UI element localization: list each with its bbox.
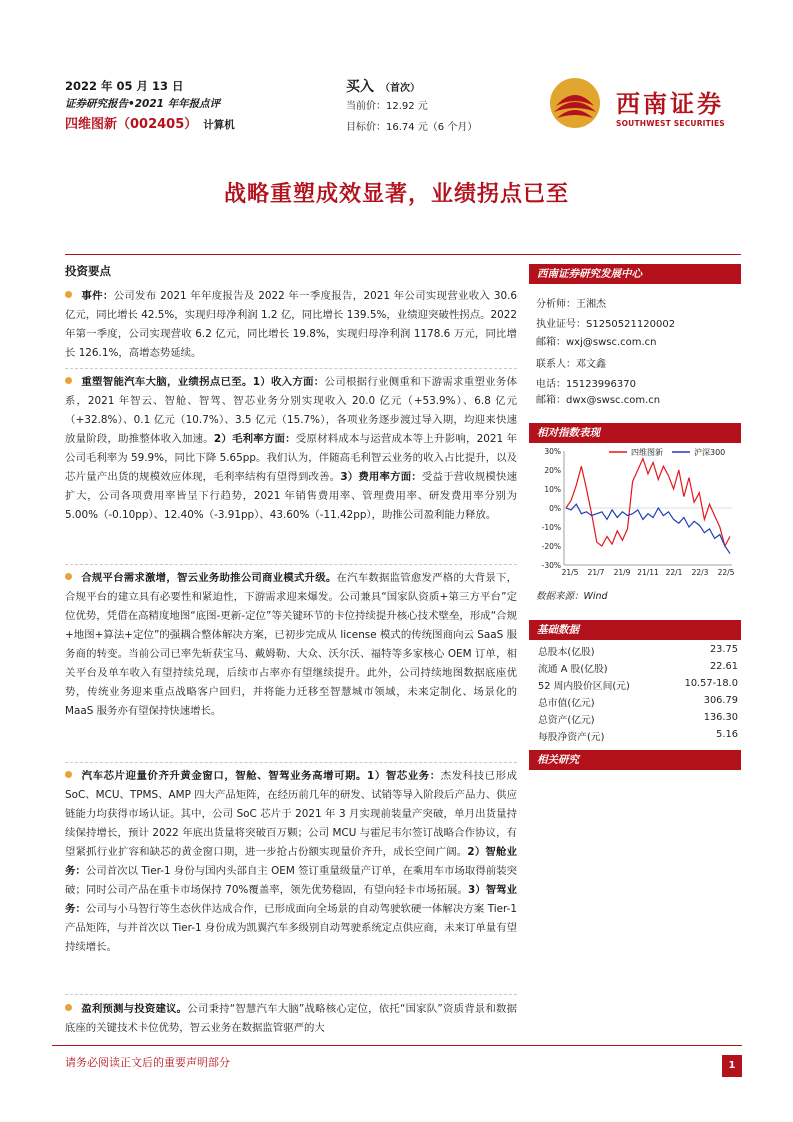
target-price: 目标价：16.74 元（6 个月） <box>346 122 478 133</box>
y-tick-label: -10% <box>541 523 561 532</box>
basic-data-row: 52 周内股价区间(元) 10.57-18.0 <box>538 678 738 692</box>
analyst-license: 执业证号：S1250521120002 <box>536 319 676 330</box>
basic-data-row: 总市值(亿元) 306.79 <box>538 695 738 709</box>
contact-phone: 电话：15123996370 <box>536 379 636 390</box>
bullet-icon <box>65 1004 72 1011</box>
x-tick-label: 22/3 <box>691 568 709 577</box>
x-tick-label: 22/1 <box>665 568 683 577</box>
basic-data-row: 总资产(亿元) 136.30 <box>538 712 738 726</box>
analyst-name: 分析师：王湘杰 <box>536 299 606 310</box>
y-tick-label: -20% <box>541 542 561 551</box>
basic-data-row: 流通 A 股(亿股) 22.61 <box>538 661 738 675</box>
analyst-email[interactable]: 邮箱：wxj@swsc.com.cn <box>536 337 657 348</box>
para-heading: 2）智舱业务： <box>65 846 517 877</box>
para-body: 公司发布 2021 年年度报告及 2022 年一季度报告，2021 年公司实现营业收入 30.6 亿元，同比增长 42.5%，实现归母净利润 1.2 亿，同比增长 139.5%，业绩迎突破性拐点。2022 年第一季度，公司实现营收 6.2 亿元，同比增长 19.8%，实现归母净利润 1178.6 万元，同比增长 126.1%，高增态势延续。 <box>65 290 518 359</box>
contact-email[interactable]: 邮箱：dwx@swsc.com.cn <box>536 395 661 406</box>
industry-label: 计算机 <box>203 119 235 131</box>
section-heading: 投资要点 <box>65 264 111 278</box>
bullet-icon <box>65 291 72 298</box>
paragraph-forecast <box>65 1000 517 1038</box>
rating-note: （首次） <box>380 83 420 94</box>
paragraph-compliance <box>65 569 517 721</box>
bullet-icon <box>65 771 72 778</box>
x-tick-label: 21/7 <box>587 568 605 577</box>
sidebar-header-basic-data: 基础数据 <box>529 620 741 640</box>
rating <box>346 76 420 96</box>
contact-name: 联系人：邓文鑫 <box>536 359 606 370</box>
para-body: 受原材料成本与运营成本等上升影响，2021 年公司毛利率为 59.9%，同比下降 5.65pp。我们认为，伴随高毛利智云业务的收入占比提升，以及芯片量产出货的规模效应体现，毛利率结构有望得到改善。 <box>65 433 517 483</box>
x-tick-label: 21/9 <box>613 568 631 577</box>
y-tick-label: 20% <box>544 466 561 475</box>
para-heading: 重塑智能汽车大脑，业绩拐点已至。1）收入方面： <box>81 376 325 388</box>
para-body: 在汽车数据监管愈发严格的大背景下，合规平台的建立具有必要性和紧迫性，下游需求迎来爆发。公司兼具“国家队资质+第三方平台”定位优势，凭借在高精度地图“底图-更新-定位”等关键环节的卡位持续提升核心技术壁垒，形成“合规+地图+算法+定位”的强耦合整体解决方案，已初步完成从 license 模式的传统图商向云 SaaS 服务商的转变。当前公司已率先斩获宝马、戴姆勒、大众、沃尔沃、福特等多家核心 OEM 订单，相关平台及单车收入有望持续兑现，后续市占率亦有望继续提升。此外，公司持续地图数据底座优势，传统业务迎来重点战略客户回归，并将能力迁移至智慧城市领域，未来定制化、场景化的 MaaS 服务亦有望保持快速增长。 <box>65 572 518 717</box>
divider <box>65 368 517 369</box>
paragraph-inflection <box>65 373 517 525</box>
relative-index-chart <box>532 443 742 583</box>
bullet-icon <box>65 377 72 384</box>
para-body: 公司与小马智行等生态伙伴达成合作，已形成面向全场景的自动驾驶软硬一体解决方案 Tier-1 产品矩阵，与并首次以 Tier-1 身份成为凯翼汽车多级别自动驾驶系统定点供应商，未来订单量有望持续增长。 <box>65 903 517 953</box>
current-price: 当前价：12.92 元 <box>346 101 428 112</box>
logo-text-cn: 西南证券 <box>616 89 724 118</box>
sidebar-header-chart: 相对指数表现 <box>529 423 741 443</box>
report-date: 2022 年 05 月 13 日 <box>65 79 184 93</box>
para-heading: 3）智驾业务： <box>65 884 517 915</box>
paragraph-event <box>65 287 517 363</box>
footer-divider <box>52 1045 742 1046</box>
rating-value: 买入 <box>346 79 374 95</box>
logo-text-en: SOUTHWEST SECURITIES <box>616 119 725 128</box>
divider <box>65 564 517 565</box>
title-divider <box>65 254 741 255</box>
para-heading: 合规平台需求激增，智云业务助推公司商业模式升级。 <box>81 572 337 584</box>
sidebar-header-related: 相关研究 <box>529 750 741 770</box>
para-body: 受益于营收规模快速扩大，公司各项费用率皆呈下行趋势，2021 年销售费用率、管理费用率、研发费用率分别为 5.00%（-0.10pp）、12.40%（-3.91pp）、43.60%（-11.42pp），助推公司盈利能力释放。 <box>65 471 517 521</box>
y-tick-label: 10% <box>544 485 561 494</box>
chart-source: 数据来源：Wind <box>536 591 608 602</box>
para-body: 杰发科技已形成 SoC、MCU、TPMS、AMP 四大产品矩阵，在经历前几年的研发、试销等导入阶段后产品力、供应链能力均获得市场认证。其中，公司 SoC 芯片于 2021 年 3 月实现前装量产突破，单月出货量持续保持增长，预计 2022 年底出货量将突破百万颗；公司 MCU 与霍尼韦尔签订战略合作协议，有望紧抓行业扩容和缺芯的黄金窗口期，进一步抢占份额实现量价齐升，成长空间广阔。 <box>65 770 517 858</box>
x-tick-label: 22/5 <box>717 568 735 577</box>
series-line-stock <box>566 459 730 546</box>
para-body: 公司首次以 Tier-1 身份与国内头部自主 OEM 签订重量级量产订单，在乘用车市场取得前装突破；同时公司产品在重卡市场保持 70%覆盖率，领先优势稳固，有望向轻卡市场拓展。 <box>65 865 517 896</box>
para-heading: 2）毛利率方面： <box>213 433 296 445</box>
basic-data-row: 每股净资产(元) 5.16 <box>538 729 738 743</box>
company-name <box>65 113 235 132</box>
basic-data-row: 总股本(亿股) 23.75 <box>538 644 738 658</box>
para-body: 公司秉持“智慧汽车大脑”战略核心定位，依托“国家队”资质背景和数据底座的关键技术卡位优势，智云业务在数据监管驱严的大 <box>65 1003 518 1034</box>
y-tick-label: 30% <box>544 447 561 456</box>
page-number: 1 <box>722 1055 742 1077</box>
para-heading: 事件： <box>81 290 114 302</box>
divider <box>65 762 517 763</box>
para-heading: 3）费用率方面： <box>340 471 422 483</box>
legend-label-index: 沪深300 <box>694 448 726 457</box>
bullet-icon <box>65 573 72 580</box>
sidebar-header-dev-center: 西南证券研究发展中心 <box>529 264 741 284</box>
legend-label-stock: 四维图新 <box>631 448 663 457</box>
company-label: 四维图新（002405） <box>65 117 198 132</box>
para-body: 公司根据行业侧重和下游需求重塑业务体系，2021 年智云、智舱、智驾、智芯业务分别实现收入 20.0 亿元（+53.9%）、6.8 亿元（+32.8%）、0.1 亿元（10.7%）、3.5 亿元（15.7%），各项业务逐步渡过导入期，均迎来快速放量阶段，助推整体收入加速。 <box>65 376 517 445</box>
divider <box>65 994 517 995</box>
x-tick-label: 21/11 <box>637 568 659 577</box>
y-tick-label: 0% <box>549 504 561 513</box>
paragraph-chips <box>65 767 517 957</box>
report-title: 战略重塑成效显著，业绩拐点已至 <box>223 182 569 207</box>
footer-disclaimer: 请务必阅读正文后的重要声明部分 <box>65 1056 230 1069</box>
x-tick-label: 21/5 <box>561 568 579 577</box>
report-type: 证券研究报告•2021 年年报点评 <box>65 98 221 110</box>
para-heading: 汽车芯片迎量价齐升黄金窗口，智舱、智驾业务高增可期。1）智芯业务： <box>81 770 441 782</box>
para-heading: 盈利预测与投资建议。 <box>81 1003 188 1015</box>
logo-icon <box>548 76 602 130</box>
y-tick-label: -30% <box>541 561 561 570</box>
